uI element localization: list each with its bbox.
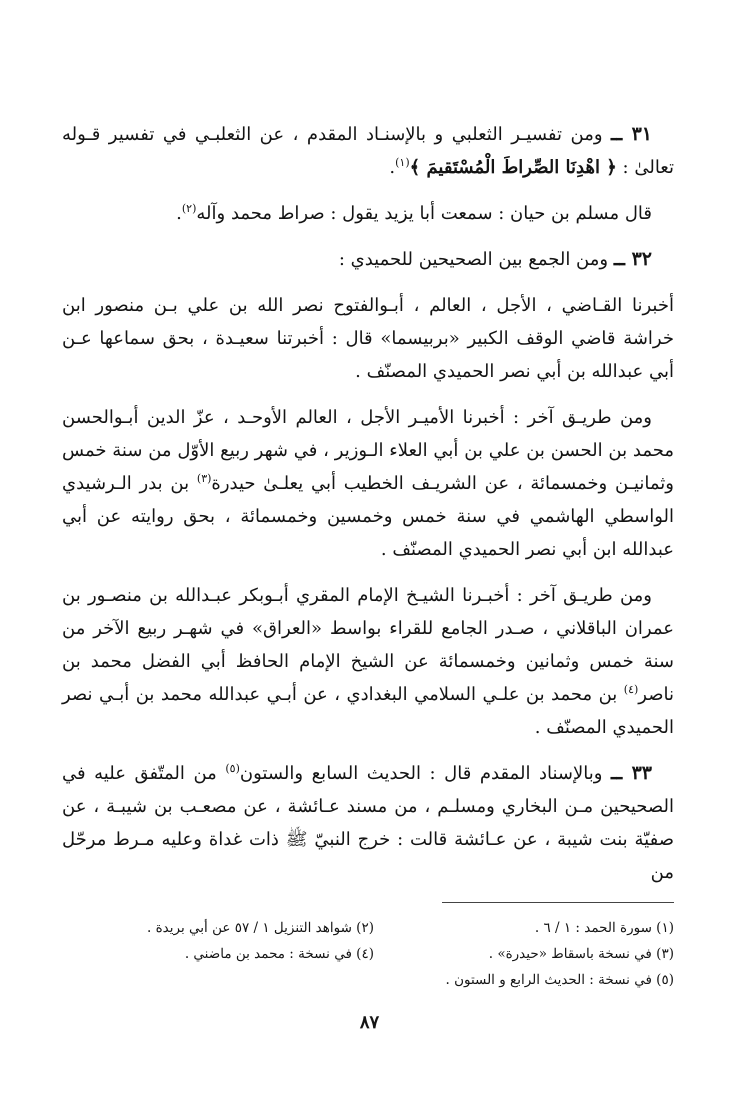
paragraph-tail: . (389, 157, 396, 178)
footnote-divider (442, 902, 674, 903)
footnotes (62, 915, 674, 993)
footnote-ref[interactable]: (٥) (225, 762, 240, 775)
hadith-32 (62, 243, 674, 276)
footnote-ref[interactable]: (١) (395, 156, 410, 169)
hadith-number: ٣٢ ــ (613, 248, 652, 270)
narration-muslim (62, 197, 674, 230)
hadith-number: ٣٣ ــ (611, 762, 653, 784)
paragraph-text: وبالإسناد المقدم قال : الحديث السابع والستون (239, 763, 603, 784)
paragraph-text: أخبرنا القـاضي ، الأجل ، العالم ، أبـوالفتوح نصر الله بن علي بـن منصور ابن خراشة قاضي الوقف الكبير «بربيسما» قال : أخبرتنا سعيـدة ، بحق سماعها عـن أبي عبدالله بن أبي نصر الحميدي المصنّف . (62, 295, 674, 382)
paragraph-text: ومن طريـق آخر : أخبـرنا الشيـخ الإمام المقري أبـوبكر عبـدالله بن منصـور بن عمران الباقلاني ، صـدر الجامع للقراء بواسط «العراق» في شهـر ربيع الآخر من سنة خمس وثمانين وخمسمائة عن الشيخ الإمام الحافظ أبي الفضل محمد بن ناصر (62, 585, 674, 705)
paragraph-tail: من المتّفق عليه في الصحيحين مـن البخاري ومسلـم ، من مسند عـائشة ، عن مصعـب بن شيبـة ، عن صفيّة بنت شيبة ، عن عـائشة قالت : خرج النبيّ ﷺ ذات غداة وعليه مـرط مرحّل من (62, 763, 674, 883)
footnote-2: (٢) شواهد التنزيل ١ / ٥٧ عن أبي بريدة . (147, 920, 374, 936)
paragraph-tail: بن محمد بن علـي السلامي البغدادي ، عن أبـي عبدالله محمد بن أبـي نصر الحميدي المصنّف . (62, 684, 674, 738)
paragraph-tail: بن بدر الـرشيدي الواسطي الهاشمي في سنة خمس وخمسين وخمسمائة ، بحق روايته عن أبي عبدالله ابن أبي نصر الحميدي المصنّف . (62, 473, 674, 560)
footnote-3: (٣) في نسخة باسقاط «حيدرة» . (488, 946, 674, 962)
page-body (62, 118, 674, 993)
footnote-4: (٤) في نسخة : محمد بن ماضني . (184, 946, 374, 962)
hadith-number: ٣١ ــ (611, 123, 652, 145)
page-number: ٨٧ (359, 1012, 380, 1033)
paragraph-tail: . (176, 203, 182, 224)
footnote-ref[interactable]: (٣) (196, 472, 212, 485)
footnote-ref[interactable]: (٢) (181, 202, 197, 215)
isnad-chain-3 (62, 579, 674, 744)
footnote-5: (٥) في نسخة : الحديث الرابع و الستون . (445, 972, 674, 988)
isnad-chain-2 (62, 401, 674, 566)
footnote-1: (١) سورة الحمد : ١ / ٦ . (534, 920, 674, 936)
isnad-chain-1 (62, 289, 674, 388)
hadith-31 (62, 118, 674, 184)
paragraph-text: ومن طريـق آخر : أخبرنا الأميـر الأجل ، العالم الأوحـد ، عزّ الدين أبـوالحسن محمد بن الحسن بن علي بن أبي العلاء الـوزير ، في شهر ربيع الأوّل من سنة خمس وثمانيـن وخمسمائة ، عن الشريـف الخطيب أبي يعلـىٰ حيدرة (62, 407, 674, 494)
hadith-33 (62, 757, 674, 889)
paragraph-text: ومن تفسيـر الثعلبي و بالإسنـاد المقدم ، عن الثعلبـي في تفسير قـوله تعالىٰ : (62, 124, 674, 178)
footnote-ref[interactable]: (٤) (623, 683, 639, 696)
quran-verse: ﴿ اهْدِنَا الصِّراطَ الْمُسْتَقيمَ ﴾ (409, 157, 617, 178)
paragraph-text: قال مسلم بن حيان : سمعت أبا يزيد يقول : صراط محمد وآله (196, 203, 652, 224)
paragraph-text: ومن الجمع بين الصحيحين للحميدي : (338, 249, 609, 270)
